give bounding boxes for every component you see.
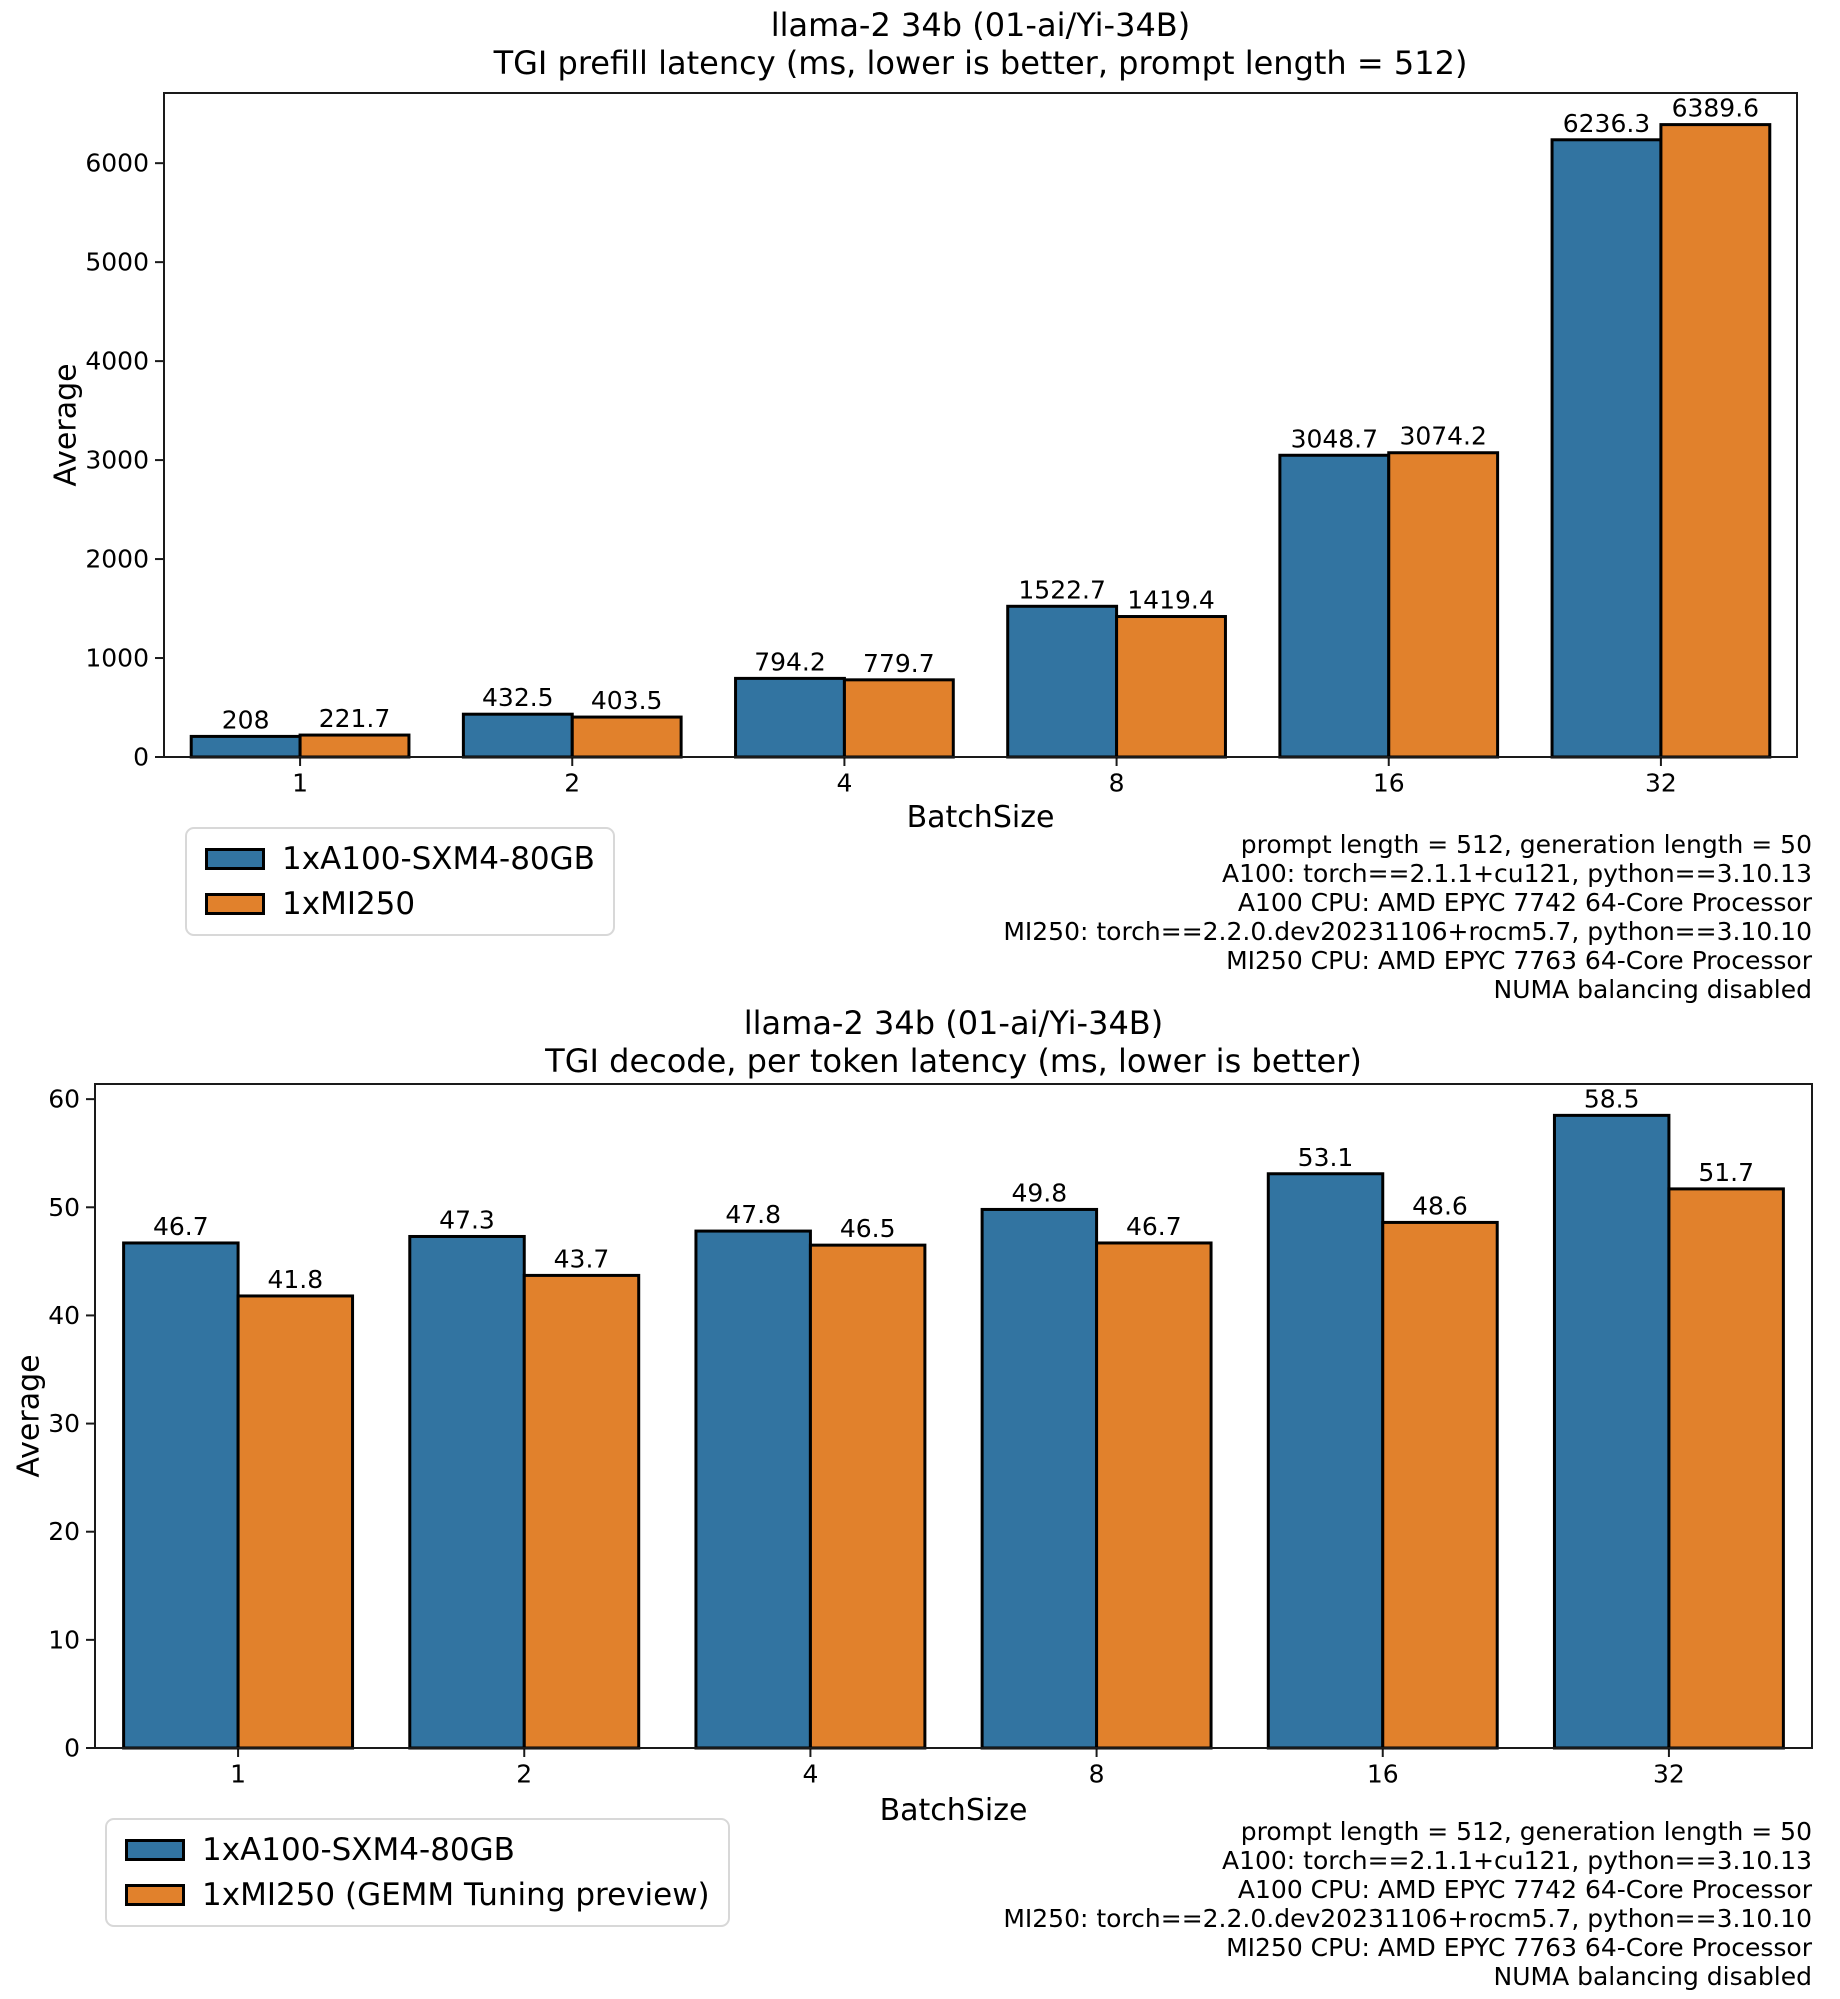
bar-value-label: 46.7 — [153, 1211, 209, 1241]
bar-a100-bs8 — [1008, 606, 1117, 757]
chart1-xlabel: BatchSize — [906, 800, 1055, 835]
bar-value-label: 6236.3 — [1562, 108, 1651, 138]
annotation-line: NUMA balancing disabled — [1493, 1962, 1812, 1991]
chart1-title-block — [164, 6, 1797, 82]
a100-color-swatch — [125, 1839, 185, 1861]
bar-a100-bs32 — [1554, 1115, 1668, 1748]
bar-a100-bs1 — [191, 736, 300, 757]
bar-value-label: 48.6 — [1412, 1191, 1468, 1221]
y-tick-label: 0 — [133, 742, 149, 772]
bar-mi250-bs16 — [1389, 453, 1498, 757]
bar-mi250-bs8 — [1117, 617, 1226, 757]
bar-value-label: 51.7 — [1698, 1157, 1754, 1187]
bar-value-label: 3074.2 — [1399, 421, 1487, 451]
bar-a100-bs16 — [1268, 1174, 1382, 1748]
chart1-legend-label-a100: 1xA100-SXM4-80GB — [282, 841, 595, 877]
chart2-title: llama-2 34b (01-ai/Yi-34B) — [743, 1004, 1164, 1042]
x-tick-label: 2 — [516, 1759, 533, 1789]
bar-a100-bs2 — [463, 714, 572, 757]
bar-value-label: 46.5 — [839, 1214, 896, 1244]
bar-mi250-bs16 — [1383, 1222, 1497, 1748]
a100-color-swatch — [205, 848, 265, 870]
chart2-ylabel: Average — [11, 1354, 47, 1478]
chart1-legend-item-mi250 — [205, 887, 595, 921]
annotation-line: MI250 CPU: AMD EPYC 7763 64-Core Processor — [1226, 946, 1812, 975]
chart1-legend-item-a100 — [205, 842, 595, 876]
chart2-xlabel: BatchSize — [879, 1793, 1028, 1828]
annotation-line: A100: torch==2.1.1+cu121, python==3.10.13 — [1221, 859, 1812, 888]
bar-mi250-bs32 — [1669, 1189, 1783, 1748]
x-tick-label: 8 — [1088, 1759, 1105, 1789]
x-tick-label: 16 — [1372, 768, 1405, 798]
bar-value-label: 779.7 — [863, 648, 935, 678]
x-tick-label: 2 — [564, 768, 581, 798]
bar-value-label: 1522.7 — [1018, 575, 1106, 605]
annotation-line: NUMA balancing disabled — [1493, 975, 1812, 1004]
annotation-line: A100 CPU: AMD EPYC 7742 64-Core Processor — [1237, 888, 1812, 917]
bar-value-label: 47.8 — [725, 1200, 782, 1230]
chart2-subtitle: TGI decode, per token latency (ms, lower is better) — [545, 1042, 1362, 1080]
annotation-line: MI250 CPU: AMD EPYC 7763 64-Core Processor — [1226, 1933, 1812, 1962]
bar-mi250-bs32 — [1661, 125, 1770, 757]
bar-value-label: 208 — [221, 705, 270, 735]
y-tick-label: 40 — [48, 1300, 80, 1330]
bar-value-label: 41.8 — [267, 1264, 324, 1294]
y-tick-label: 3000 — [85, 445, 149, 475]
bar-value-label: 403.5 — [590, 686, 663, 716]
chart2-legend-label-mi250: 1xMI250 (GEMM Tuning preview) — [202, 1877, 710, 1913]
annotation-line: prompt length = 512, generation length = 50 — [1240, 1817, 1812, 1846]
bar-mi250-bs1 — [238, 1296, 352, 1748]
y-tick-label: 5000 — [85, 247, 149, 277]
bar-value-label: 58.5 — [1583, 1084, 1640, 1114]
chart2-legend-item-a100 — [125, 1833, 710, 1867]
x-tick-label: 1 — [230, 1759, 247, 1789]
annotation-line: A100 CPU: AMD EPYC 7742 64-Core Processor — [1237, 1875, 1812, 1904]
annotation-line: MI250: torch==2.2.0.dev20231106+rocm5.7, python==3.10.10 — [1003, 917, 1812, 946]
bar-value-label: 6389.6 — [1671, 93, 1760, 123]
bar-value-label: 43.7 — [553, 1244, 610, 1274]
bar-mi250-bs2 — [572, 717, 681, 757]
x-tick-label: 32 — [1645, 768, 1677, 798]
y-tick-label: 50 — [48, 1192, 80, 1222]
x-tick-label: 8 — [1108, 768, 1125, 798]
bar-value-label: 1419.4 — [1127, 585, 1215, 615]
bar-a100-bs8 — [982, 1209, 1096, 1748]
mi250-color-swatch — [125, 1884, 185, 1906]
y-tick-label: 60 — [48, 1084, 80, 1114]
chart2-title-block — [95, 1004, 1812, 1080]
y-tick-label: 30 — [48, 1409, 80, 1439]
bar-value-label: 432.5 — [482, 683, 554, 713]
y-tick-label: 1000 — [85, 643, 149, 673]
bar-value-label: 221.7 — [318, 704, 391, 734]
chart1-title: llama-2 34b (01-ai/Yi-34B) — [770, 6, 1191, 44]
chart2-legend-label-a100: 1xA100-SXM4-80GB — [202, 1832, 515, 1868]
bar-value-label: 3048.7 — [1290, 424, 1379, 454]
x-tick-label: 16 — [1366, 1759, 1399, 1789]
bar-mi250-bs4 — [810, 1245, 924, 1748]
bar-a100-bs4 — [736, 678, 845, 757]
chart1-ylabel: Average — [48, 363, 84, 487]
chart1-annotation — [1003, 830, 1812, 1004]
y-tick-label: 6000 — [85, 148, 149, 178]
chart2-annotation — [1003, 1817, 1812, 1991]
x-tick-label: 4 — [802, 1759, 819, 1789]
annotation-line: A100: torch==2.1.1+cu121, python==3.10.13 — [1221, 1846, 1812, 1875]
chart1-subtitle: TGI prefill latency (ms, lower is better, prompt length = 512) — [493, 44, 1468, 82]
bar-value-label: 49.8 — [1011, 1178, 1068, 1208]
x-tick-label: 4 — [836, 768, 853, 798]
x-tick-label: 32 — [1653, 1759, 1685, 1789]
annotation-line: prompt length = 512, generation length = 50 — [1240, 830, 1812, 859]
y-tick-label: 0 — [64, 1733, 80, 1763]
bar-a100-bs32 — [1552, 140, 1661, 757]
bar-a100-bs4 — [696, 1231, 810, 1748]
bar-value-label: 794.2 — [754, 647, 826, 677]
bar-value-label: 47.3 — [439, 1205, 495, 1235]
bar-a100-bs2 — [410, 1236, 524, 1748]
chart2-legend — [105, 1818, 730, 1927]
y-tick-label: 10 — [48, 1625, 80, 1655]
annotation-line: MI250: torch==2.2.0.dev20231106+rocm5.7, python==3.10.10 — [1003, 1904, 1812, 1933]
bar-a100-bs16 — [1280, 455, 1389, 757]
bar-mi250-bs1 — [300, 735, 409, 757]
x-tick-label: 1 — [292, 768, 309, 798]
mi250-color-swatch — [205, 893, 265, 915]
bar-a100-bs1 — [124, 1243, 238, 1748]
y-tick-label: 4000 — [85, 346, 149, 376]
chart1-legend — [185, 827, 615, 936]
y-tick-label: 2000 — [85, 544, 149, 574]
bar-mi250-bs2 — [524, 1275, 638, 1748]
bar-value-label: 46.7 — [1125, 1211, 1182, 1241]
chart1-legend-label-mi250: 1xMI250 — [282, 886, 416, 922]
bar-mi250-bs8 — [1097, 1243, 1211, 1748]
y-tick-label: 20 — [48, 1517, 80, 1547]
chart2-legend-item-mi250 — [125, 1878, 710, 1912]
bar-mi250-bs4 — [844, 680, 953, 757]
bar-value-label: 53.1 — [1297, 1142, 1354, 1172]
